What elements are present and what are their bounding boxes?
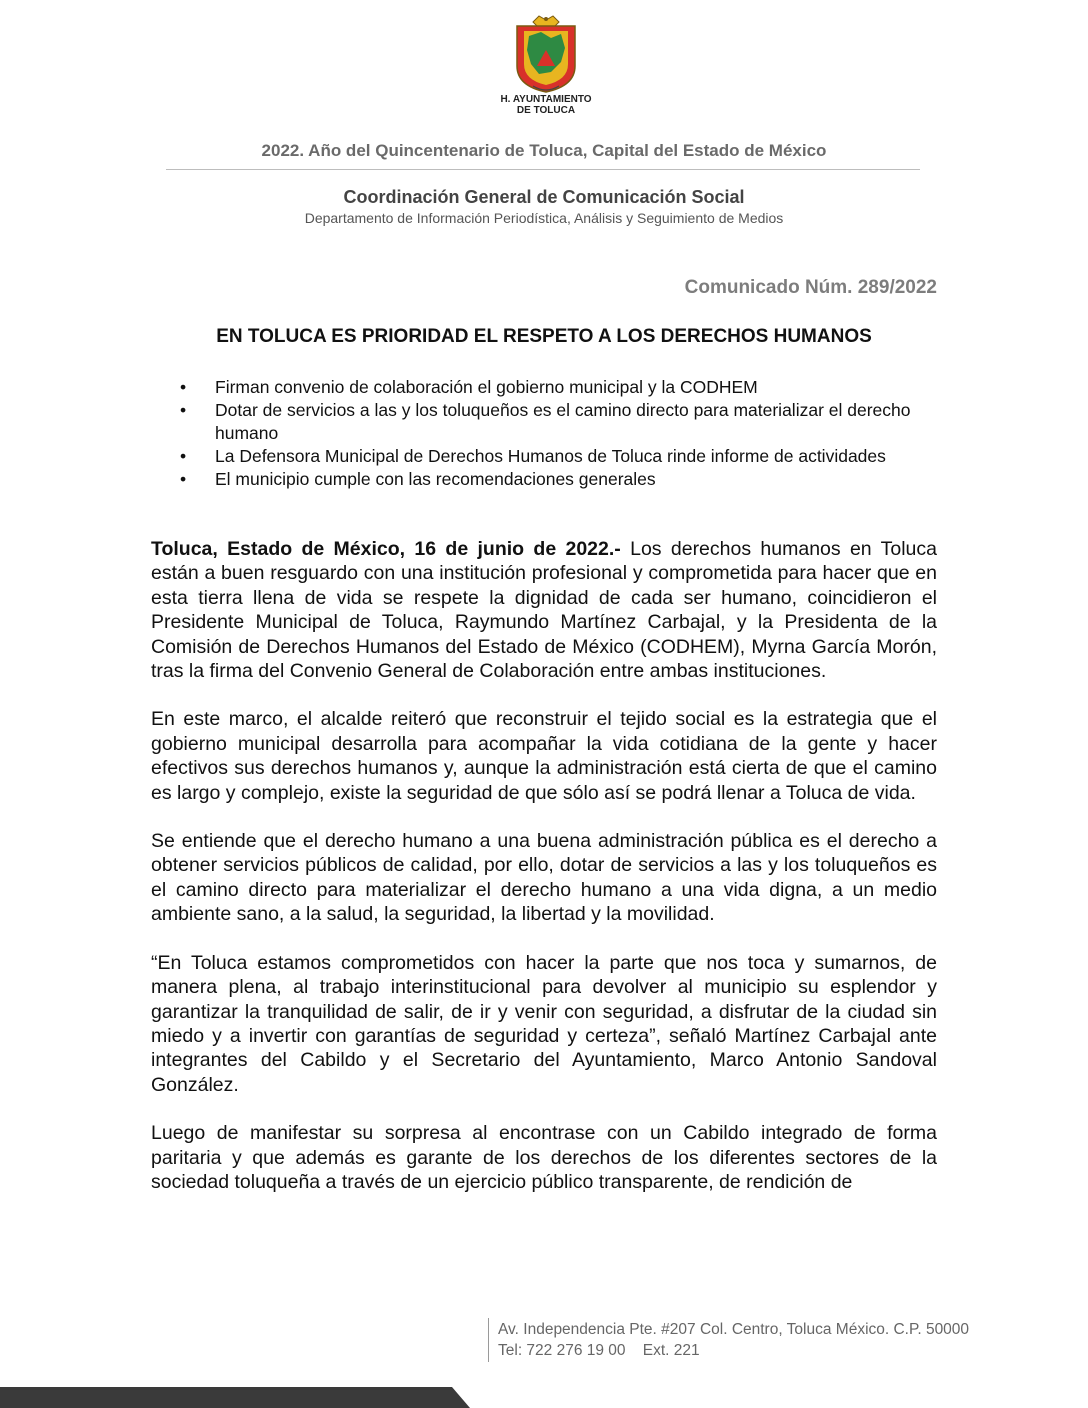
list-item: • Firman convenio de colaboración el gobierno municipal y la CODHEM [180, 376, 920, 399]
coat-of-arms-icon [511, 14, 581, 94]
departamento-subtitle: Departamento de Información Periodística, Análisis y Seguimiento de Medios [304, 210, 784, 226]
list-item: • El municipio cumple con las recomendaciones generales [180, 468, 920, 491]
paragraph-3: Se entiende que el derecho humano a una buena administración pública es el derecho a obtener servicios públicos de calidad, por ello, dotar de servicios a las y los toluqueños es el camino directo para materializar el derecho humano a una vida digna, a un medio ambiente sano, a la salud, la seguridad, la libertad y la movilidad. [151, 830, 937, 926]
list-item: • Dotar de servicios a las y los toluqueños es el camino directo para materializar el derecho humano [180, 399, 920, 445]
dateline: Toluca, Estado de México, 16 de junio de 2022.- [151, 538, 621, 560]
comunicado-number: Comunicado Núm. 289/2022 [684, 277, 937, 298]
list-item: • La Defensora Municipal de Derechos Humanos de Toluca rinde informe de actividades [180, 445, 920, 468]
year-motto: 2022. Año del Quincentenario de Toluca, Capital del Estado de México [261, 141, 827, 160]
paragraph-5: Luego de manifestar su sorpresa al encontrase con un Cabildo integrado de forma paritaria y que además es garante de los derechos de los diferentes sectores de la sociedad toluqueña a través de un ejercicio público transparente, de rendición de [151, 1122, 937, 1193]
logo-text-toluca: DE TOLUCA [516, 105, 576, 116]
footer-decorative-bar [0, 1387, 1088, 1408]
footer-phone: Tel: 722 276 19 00 Ext. 221 [498, 1342, 700, 1359]
paragraph-1 [151, 537, 937, 683]
paragraph-1-text: Los derechos humanos en Toluca están a buen resguardo con una institución profesional y comprometida para hacer que en esta tierra llena de vida se respete la dignidad de cada ser humano, coincidieron el Presidente Municipal de Toluca, Raymundo Martínez Carbajal, y la Presidenta de la Comisión de Derechos Humanos del Estado de México (CODHEM), Myrna García Morón, tras la firma del Convenio General de Colaboración entre ambas instituciones. [151, 538, 937, 683]
paragraph-2: En este marco, el alcalde reiteró que reconstruir el tejido social es la estrategia que el gobierno municipal desarrolla para acompañar la vida cotidiana de la gente y hacer efectivos sus derechos humanos y, aunque la administración está cierta de que el camino es largo y complejo, existe la seguridad de que sólo así se podrá llenar a Toluca de vida. [151, 708, 937, 804]
toluca-coat-of-arms-logo [491, 14, 601, 116]
article-body [151, 537, 937, 1218]
coordinacion-title: Coordinación General de Comunicación Social [343, 187, 745, 207]
footer-divider [488, 1318, 489, 1362]
press-release-headline: EN TOLUCA ES PRIORIDAD EL RESPETO A LOS DERECHOS HUMANOS [216, 326, 872, 347]
footer-address: Av. Independencia Pte. #207 Col. Centro, Toluca México. C.P. 50000 [498, 1321, 970, 1338]
key-points-list [180, 376, 920, 491]
logo-text-ayuntamiento: H. AYUNTAMIENTO [500, 94, 592, 105]
paragraph-4: “En Toluca estamos comprometidos con hacer la parte que nos toca y sumarnos, de manera plena, al trabajo interinstitucional para devolver al municipio su esplendor y garantizar la tranquilidad de salir, de ir y venir con seguridad, a disfrutar de la ciudad sin miedo y a invertir con garantías de seguridad y certeza”, señaló Martínez Carbajal ante integrantes del Cabildo y el Secretario del Ayuntamiento, Marco Antonio Sandoval González. [151, 951, 937, 1096]
header-divider [166, 169, 920, 170]
footer-contact [498, 1319, 969, 1361]
